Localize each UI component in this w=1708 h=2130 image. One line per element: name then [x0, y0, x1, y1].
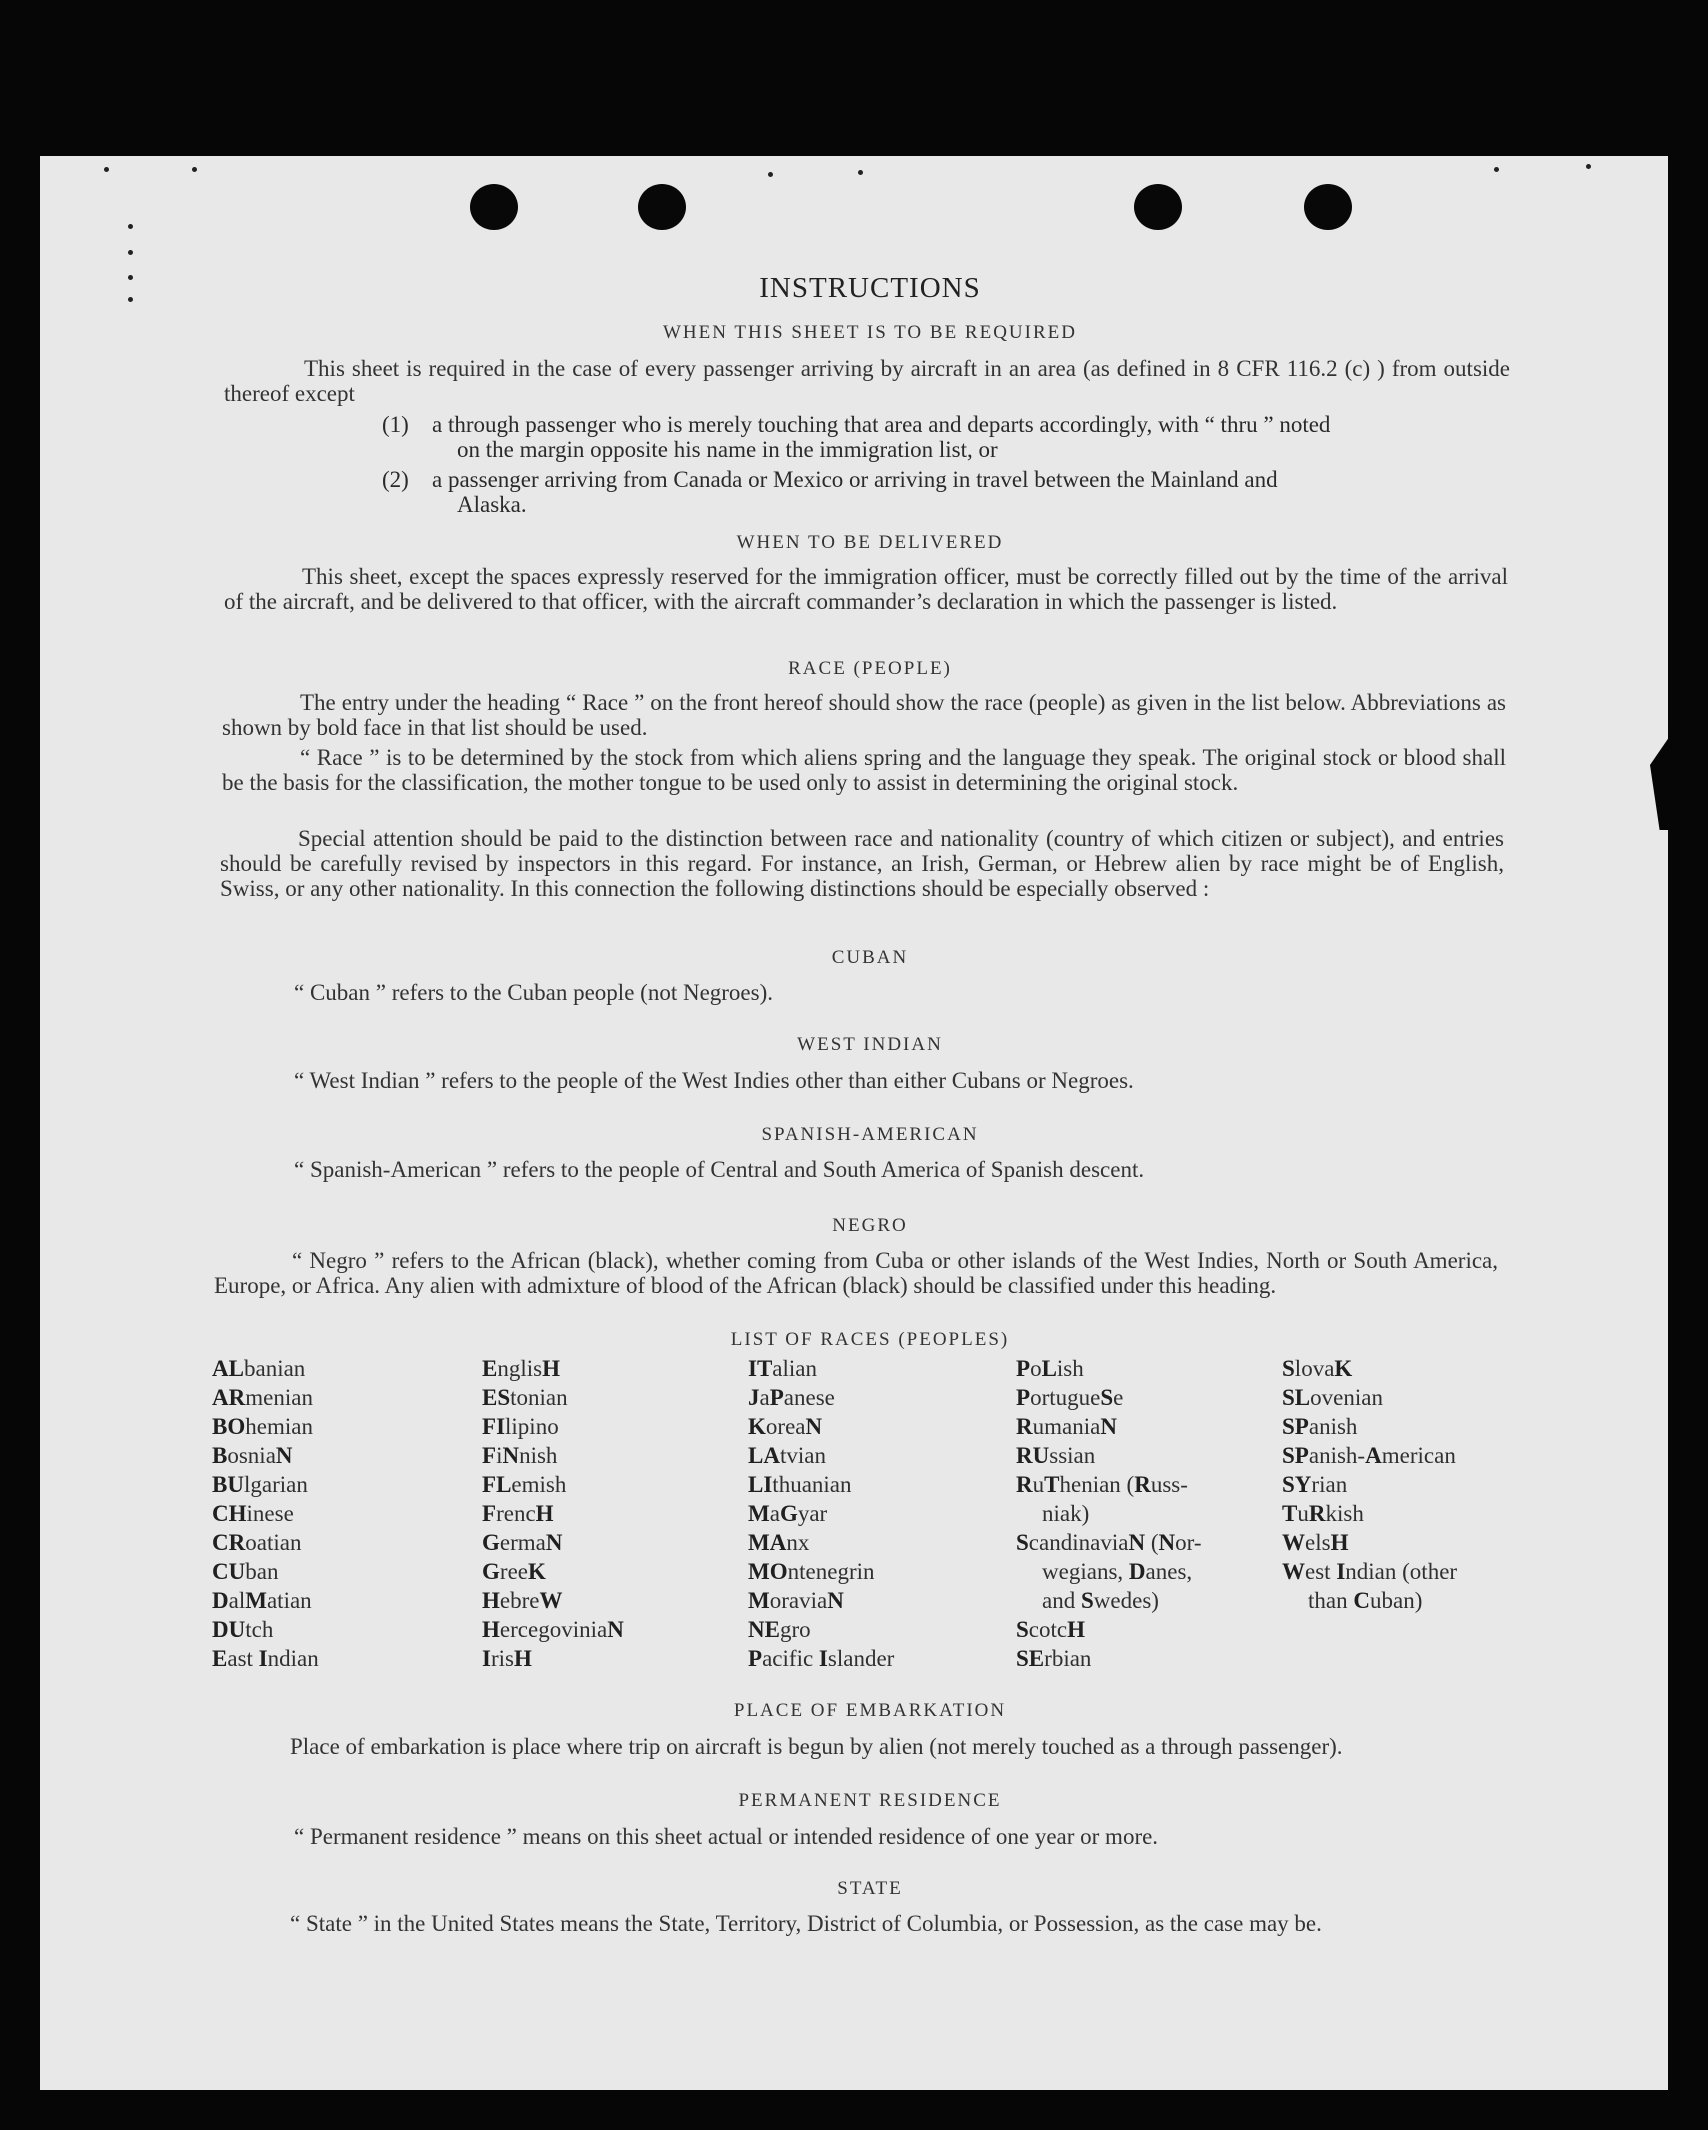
- speck: [104, 167, 109, 172]
- race-entry: than Cuban): [1308, 1588, 1423, 1613]
- race-column: [1016, 1354, 1256, 1673]
- speck: [858, 170, 863, 175]
- west-indian-text: “ West Indian ” refers to the people of the West Indies other than either Cubans or Negroes.: [294, 1068, 1134, 1093]
- race-entry: MAnx: [748, 1530, 810, 1555]
- race-entry: SlovaK: [1282, 1356, 1353, 1381]
- race-entry: FIlipino: [482, 1414, 559, 1439]
- race-entry: JaPanese: [748, 1385, 835, 1410]
- race-entry: CUban: [212, 1559, 279, 1584]
- race-entry: FiNnish: [482, 1443, 558, 1468]
- race-entry: LAtvian: [748, 1443, 826, 1468]
- speck: [768, 172, 773, 177]
- race-entry: SLovenian: [1282, 1385, 1383, 1410]
- heading-list-of-races: LIST OF RACES (PEOPLES): [730, 1329, 1010, 1350]
- race-column: [212, 1354, 452, 1673]
- punch-hole: [1134, 184, 1182, 230]
- heading-race: RACE (PEOPLE): [788, 658, 952, 679]
- race-entry: KoreaN: [748, 1414, 823, 1439]
- race-entry: RuThenian (Russ-: [1016, 1472, 1188, 1497]
- race-entry: SErbian: [1016, 1646, 1092, 1671]
- speck: [1586, 164, 1591, 169]
- race-entry: GreeK: [482, 1559, 546, 1584]
- heading-spanish-american: SPANISH-AMERICAN: [761, 1124, 979, 1145]
- race-entry: IrisH: [482, 1646, 532, 1671]
- when-delivered-text: This sheet, except the spaces expressly reserved for the immigration officer, must be correctly filled out by the time of the arrival of the aircraft, and be delivered to that officer, with the aircraft commander’s declaration in which the passenger is listed.: [224, 564, 1508, 614]
- cuban-text: “ Cuban ” refers to the Cuban people (not Negroes).: [294, 980, 774, 1005]
- race-entry: SPanish-American: [1282, 1443, 1456, 1468]
- race-entry: FrencH: [482, 1501, 554, 1526]
- race-entry: WelsH: [1282, 1530, 1349, 1555]
- exception-item-2: [382, 467, 1510, 517]
- race-entry: SPanish: [1282, 1414, 1358, 1439]
- state-text: “ State ” in the United States means the State, Territory, District of Columbia, or Possession, as the case may be.: [290, 1911, 1322, 1936]
- heading-state: STATE: [837, 1878, 903, 1899]
- race-entry: PoLish: [1016, 1356, 1084, 1381]
- item-text: a passenger arriving from Canada or Mexico or arriving in travel between the Mainland and: [432, 467, 1278, 492]
- race-entry: BUlgarian: [212, 1472, 308, 1497]
- race-entry: HercegoviniaN: [482, 1617, 624, 1642]
- race-entry: MOntenegrin: [748, 1559, 875, 1584]
- punch-hole: [1304, 184, 1352, 230]
- heading-when-required: WHEN THIS SHEET IS TO BE REQUIRED: [663, 322, 1077, 343]
- race-entry: wegians, Danes,: [1042, 1559, 1193, 1584]
- heading-embarkation: PLACE OF EMBARKATION: [733, 1700, 1007, 1721]
- race-entry: CRoatian: [212, 1530, 302, 1555]
- speck: [128, 224, 133, 229]
- race-entry: FLemish: [482, 1472, 567, 1497]
- when-required-intro: This sheet is required in the case of every passenger arriving by aircraft in an area (as defined in 8 CFR 116.2 (c) ) from outside thereof except: [224, 356, 1510, 406]
- item-number: (1): [382, 412, 409, 437]
- race-column: [482, 1354, 722, 1673]
- race-entry: DalMatian: [212, 1588, 312, 1613]
- page-title: INSTRUCTIONS: [759, 272, 981, 304]
- speck: [128, 250, 133, 255]
- exception-item-1: [382, 412, 1510, 462]
- race-entry: ARmenian: [212, 1385, 313, 1410]
- race-entry: SYrian: [1282, 1472, 1348, 1497]
- heading-permanent-residence: PERMANENT RESIDENCE: [738, 1790, 1002, 1811]
- race-entry: LIthuanian: [748, 1472, 852, 1497]
- race-column: [748, 1354, 988, 1673]
- race-entry: West Indian (other: [1282, 1559, 1458, 1584]
- race-entry: ScotcH: [1016, 1617, 1086, 1642]
- residence-text: “ Permanent residence ” means on this sheet actual or intended residence of one year or more.: [294, 1824, 1159, 1849]
- race-entry: MoraviaN: [748, 1588, 844, 1613]
- race-entry: CHinese: [212, 1501, 294, 1526]
- race-entry: niak): [1042, 1501, 1090, 1526]
- race-entry: PortugueSe: [1016, 1385, 1124, 1410]
- punch-hole: [638, 184, 686, 230]
- item-text: a through passenger who is merely touching that area and departs accordingly, with “ thru ” noted: [432, 412, 1331, 437]
- race-entry: RumaniaN: [1016, 1414, 1117, 1439]
- speck: [1494, 167, 1499, 172]
- heading-negro: NEGRO: [832, 1215, 908, 1236]
- race-paragraph-1: The entry under the heading “ Race ” on the front hereof should show the race (people) as given in the list below. Abbreviations as shown by bold face in that list should be used.: [222, 690, 1506, 740]
- race-entry: NEgro: [748, 1617, 811, 1642]
- item-text-cont: on the margin opposite his name in the immigration list, or: [457, 437, 998, 462]
- embarkation-text: Place of embarkation is place where trip on aircraft is begun by alien (not merely touched as a through passenger).: [290, 1734, 1343, 1759]
- race-entry: EnglisH: [482, 1356, 560, 1381]
- item-number: (2): [382, 467, 409, 492]
- negro-text: “ Negro ” refers to the African (black), whether coming from Cuba or other islands of the West Indies, North or South America, Europe, or Africa. Any alien with admixture of blood of the African (black) should be classified under this heading.: [214, 1248, 1498, 1298]
- race-entry: ALbanian: [212, 1356, 306, 1381]
- race-column: [1282, 1354, 1522, 1615]
- item-text-cont: Alaska.: [457, 492, 527, 517]
- race-entry: GermaN: [482, 1530, 563, 1555]
- race-entry: and Swedes): [1042, 1588, 1159, 1613]
- race-paragraph-3: Special attention should be paid to the distinction between race and nationality (country of which citizen or subject), and entries should be carefully revised by inspectors in this regard. For instance, an Irish, German, or Hebrew alien by race might be of English, Swiss, or any other nationality. In this connection the following distinctions should be especially observed :: [220, 826, 1504, 901]
- race-entry: RUssian: [1016, 1443, 1096, 1468]
- spanish-american-text: “ Spanish-American ” refers to the people of Central and South America of Spanish descent.: [294, 1157, 1145, 1182]
- race-paragraph-2: “ Race ” is to be determined by the stock from which aliens spring and the language they speak. The original stock or blood shall be the basis for the classification, the mother tongue to be used only to assist in determining the original stock.: [222, 745, 1506, 795]
- race-entry: BOhemian: [212, 1414, 313, 1439]
- race-entry: ScandinaviaN (Nor-: [1016, 1530, 1202, 1555]
- race-entry: BosniaN: [212, 1443, 293, 1468]
- race-entry: MaGyar: [748, 1501, 828, 1526]
- heading-cuban: CUBAN: [831, 947, 909, 968]
- race-entry: East Indian: [212, 1646, 319, 1671]
- heading-when-delivered: WHEN TO BE DELIVERED: [736, 532, 1004, 553]
- race-entry: ITalian: [748, 1356, 818, 1381]
- race-entry: TuRkish: [1282, 1501, 1364, 1526]
- heading-west-indian: WEST INDIAN: [797, 1034, 943, 1055]
- race-entry: Pacific Islander: [748, 1646, 895, 1671]
- race-entry: HebreW: [482, 1588, 563, 1613]
- race-entry: EStonian: [482, 1385, 568, 1410]
- punch-hole: [470, 184, 518, 230]
- speck: [192, 167, 197, 172]
- race-entry: DUtch: [212, 1617, 274, 1642]
